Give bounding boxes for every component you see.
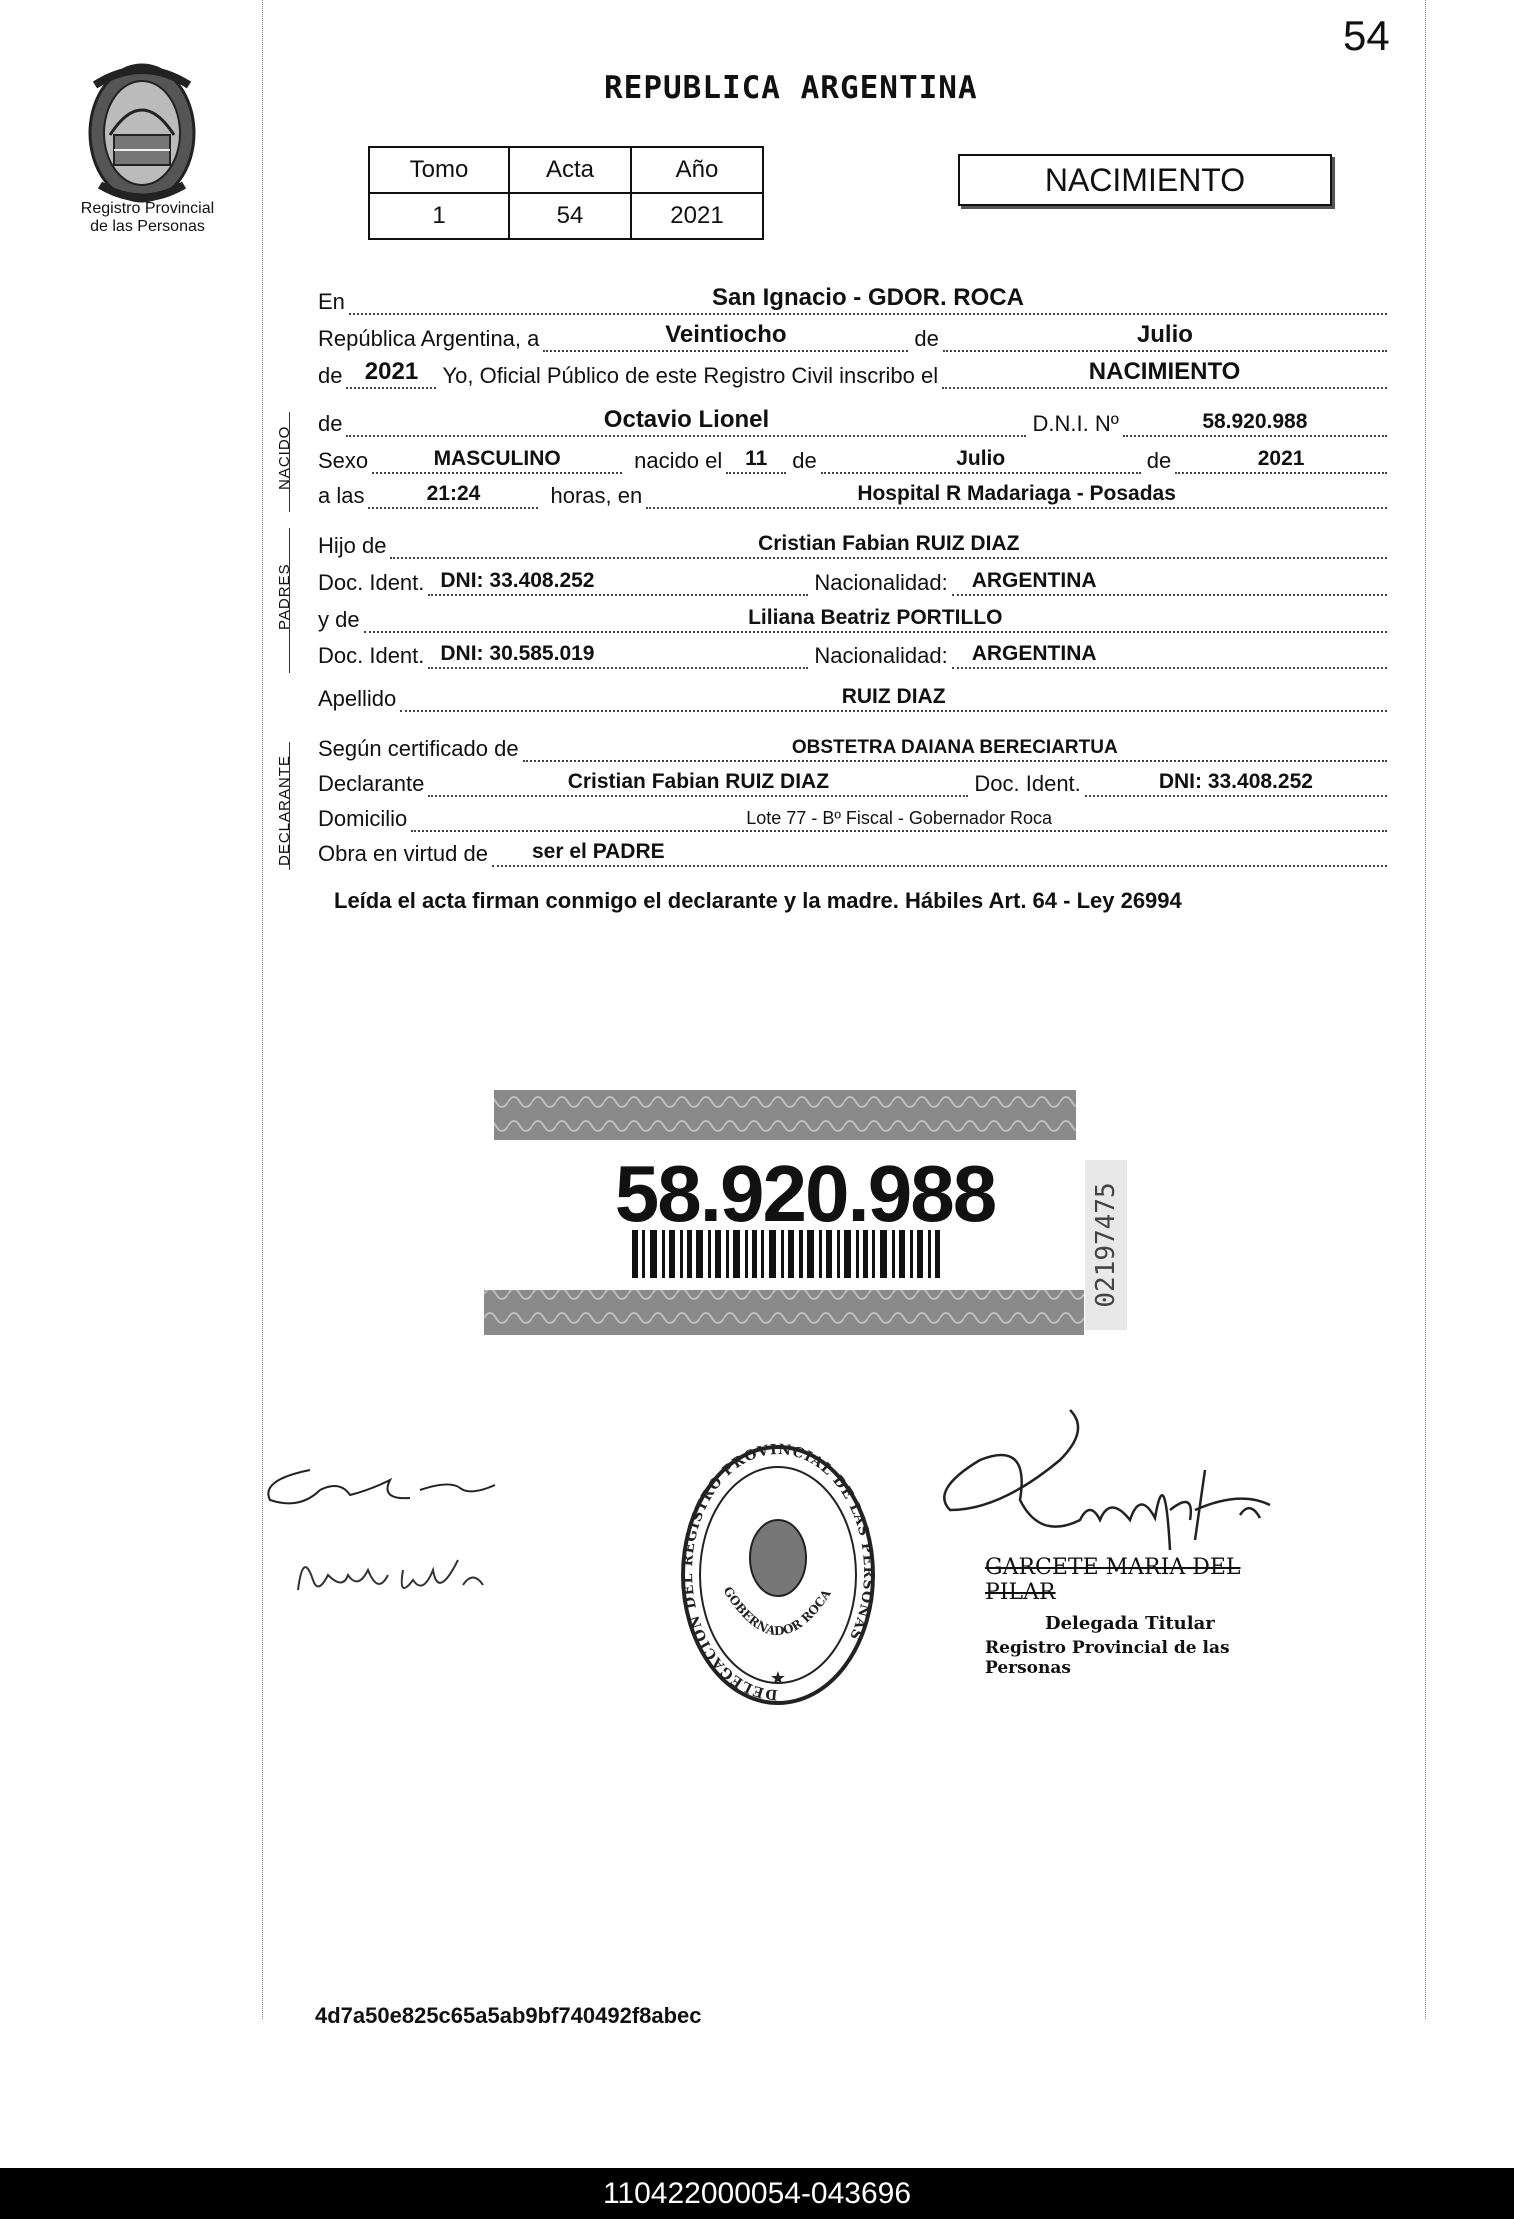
address-label: Domicilio xyxy=(318,806,408,831)
sticker-serial-text: 02197475 xyxy=(1091,1182,1121,1308)
certificate-value: OBSTETRA DAIANA BERECIARTUA xyxy=(791,737,1118,758)
capacity-label: Obra en virtud de xyxy=(318,841,488,866)
anio-value: 2021 xyxy=(631,193,763,239)
anio-header: Año xyxy=(631,147,763,193)
republica-label: República Argentina, a xyxy=(318,326,540,351)
de-label: de xyxy=(914,326,939,351)
declarant-name: Cristian Fabian RUIZ DIAZ xyxy=(567,770,830,793)
act-place-row xyxy=(318,283,1393,315)
nacido-section-label: NACIDO xyxy=(276,425,293,490)
address-value: Lote 77 - Bº Fiscal - Gobernador Roca xyxy=(746,808,1052,828)
surname-value: RUIZ DIAZ xyxy=(841,685,946,708)
father-label: Hijo de xyxy=(318,533,387,558)
statement-text: Yo, Oficial Público de este Registro Civil inscribo el xyxy=(442,363,939,388)
closing-text: Leída el acta firman conmigo el declarante y la madre. Hábiles Art. 64 - Ley 26994 xyxy=(334,888,1182,913)
province-coat-of-arms-logo xyxy=(80,55,205,205)
sticker-serial xyxy=(1085,1160,1127,1330)
doc-label: Doc. Ident. xyxy=(318,643,425,668)
nacido-sex-row xyxy=(318,442,1393,474)
de-label: de xyxy=(792,448,817,473)
born-label: nacido el xyxy=(634,448,723,473)
act-date-row xyxy=(318,320,1393,352)
footer-code-bar: 110422000054-043696 xyxy=(0,2168,1514,2219)
sticker-dni-number: 58.920.988 xyxy=(614,1149,996,1238)
nacido-time-row xyxy=(318,477,1393,509)
child-name: Octavio Lionel xyxy=(603,406,770,433)
father-nationality: ARGENTINA xyxy=(971,569,1097,592)
seal-outer-text: DELEGACION DEL REGISTRO PROVINCIAL DE LAS PERSONAS xyxy=(679,1441,877,1703)
register-table xyxy=(368,146,764,240)
officer-organization: Registro Provincial de las Personas xyxy=(985,1638,1230,1678)
capacity-row xyxy=(318,835,1393,867)
address-row xyxy=(318,800,1393,832)
declarant-label: Declarante xyxy=(318,771,425,796)
de-label: de xyxy=(318,411,343,436)
act-day: Veintiocho xyxy=(665,321,787,348)
acta-header: Acta xyxy=(509,147,631,193)
declarant-row xyxy=(318,765,1393,797)
father-doc: DNI: 33.408.252 xyxy=(440,569,595,592)
nationality-label: Nacionalidad: xyxy=(814,570,948,595)
left-margin-line xyxy=(262,0,263,2019)
svg-text:★: ★ xyxy=(769,1668,787,1688)
mother-name-row xyxy=(318,601,1393,633)
surname-label: Apellido xyxy=(318,686,397,711)
mother-label: y de xyxy=(318,607,360,632)
seal-inner-text: GOBERNADOR ROCA xyxy=(720,1584,834,1639)
act-place: San Ignacio - GDOR. ROCA xyxy=(711,284,1024,311)
father-name-row xyxy=(318,527,1393,559)
official-seal xyxy=(678,1440,878,1710)
child-dni: 58.920.988 xyxy=(1202,410,1308,433)
inscription-type: NACIMIENTO xyxy=(1088,358,1241,385)
act-statement-row xyxy=(318,357,1393,389)
father-doc-row xyxy=(318,564,1393,596)
de-label: de xyxy=(318,363,343,388)
acta-value: 54 xyxy=(509,193,631,239)
doc-label: Doc. Ident. xyxy=(974,771,1081,796)
document-title: REPUBLICA ARGENTINA xyxy=(604,70,978,106)
padres-section-label: PADRES xyxy=(276,563,293,630)
declarant-doc: DNI: 33.408.252 xyxy=(1158,770,1313,793)
certificate-label: Según certificado de xyxy=(318,736,519,761)
mother-doc: DNI: 30.585.019 xyxy=(440,642,595,665)
record-type-box: NACIMIENTO xyxy=(958,154,1332,206)
officer-name: GARCETE MARIA DEL PILAR xyxy=(985,1555,1241,1605)
doc-label: Doc. Ident. xyxy=(318,570,425,595)
right-margin-line xyxy=(1425,0,1426,2019)
officer-signature xyxy=(940,1400,1360,1580)
tomo-value: 1 xyxy=(369,193,509,239)
sexo-label: Sexo xyxy=(318,448,369,473)
act-month: Julio xyxy=(1136,321,1193,348)
time-label: a las xyxy=(318,483,365,508)
capacity-value: ser el PADRE xyxy=(531,840,665,863)
tomo-header: Tomo xyxy=(369,147,509,193)
mother-name: Liliana Beatriz PORTILLO xyxy=(748,606,1003,629)
document-hash: 4d7a50e825c65a5ab9bf740492f8abec xyxy=(315,2003,702,2028)
en-label: En xyxy=(318,289,345,314)
nacido-name-row xyxy=(318,405,1393,437)
act-year: 2021 xyxy=(364,358,419,385)
mother-doc-row xyxy=(318,637,1393,669)
birth-place: Hospital R Madariaga - Posadas xyxy=(857,482,1176,505)
nationality-label: Nacionalidad: xyxy=(814,643,948,668)
declarante-section-label: DECLARANTE xyxy=(276,755,293,866)
de-label: de xyxy=(1146,448,1172,473)
surname-row xyxy=(318,680,1393,712)
place-label: horas, en xyxy=(550,483,643,508)
birth-time: 21:24 xyxy=(426,482,481,505)
officer-role: Delegada Titular xyxy=(1045,1613,1215,1634)
page-number: 54 xyxy=(1343,12,1390,59)
birth-day: 11 xyxy=(745,447,768,470)
birth-year: 2021 xyxy=(1257,447,1305,470)
mother-signature xyxy=(288,1540,528,1620)
father-name: Cristian Fabian RUIZ DIAZ xyxy=(758,532,1020,555)
registry-name: Registro Provincial de las Personas xyxy=(80,200,215,235)
officer-block xyxy=(985,1555,1285,1678)
dni-label: D.N.I. Nº xyxy=(1032,411,1119,436)
birth-month: Julio xyxy=(956,447,1006,470)
certificate-row xyxy=(318,730,1393,762)
child-sex: MASCULINO xyxy=(433,447,561,470)
mother-nationality: ARGENTINA xyxy=(971,642,1097,665)
